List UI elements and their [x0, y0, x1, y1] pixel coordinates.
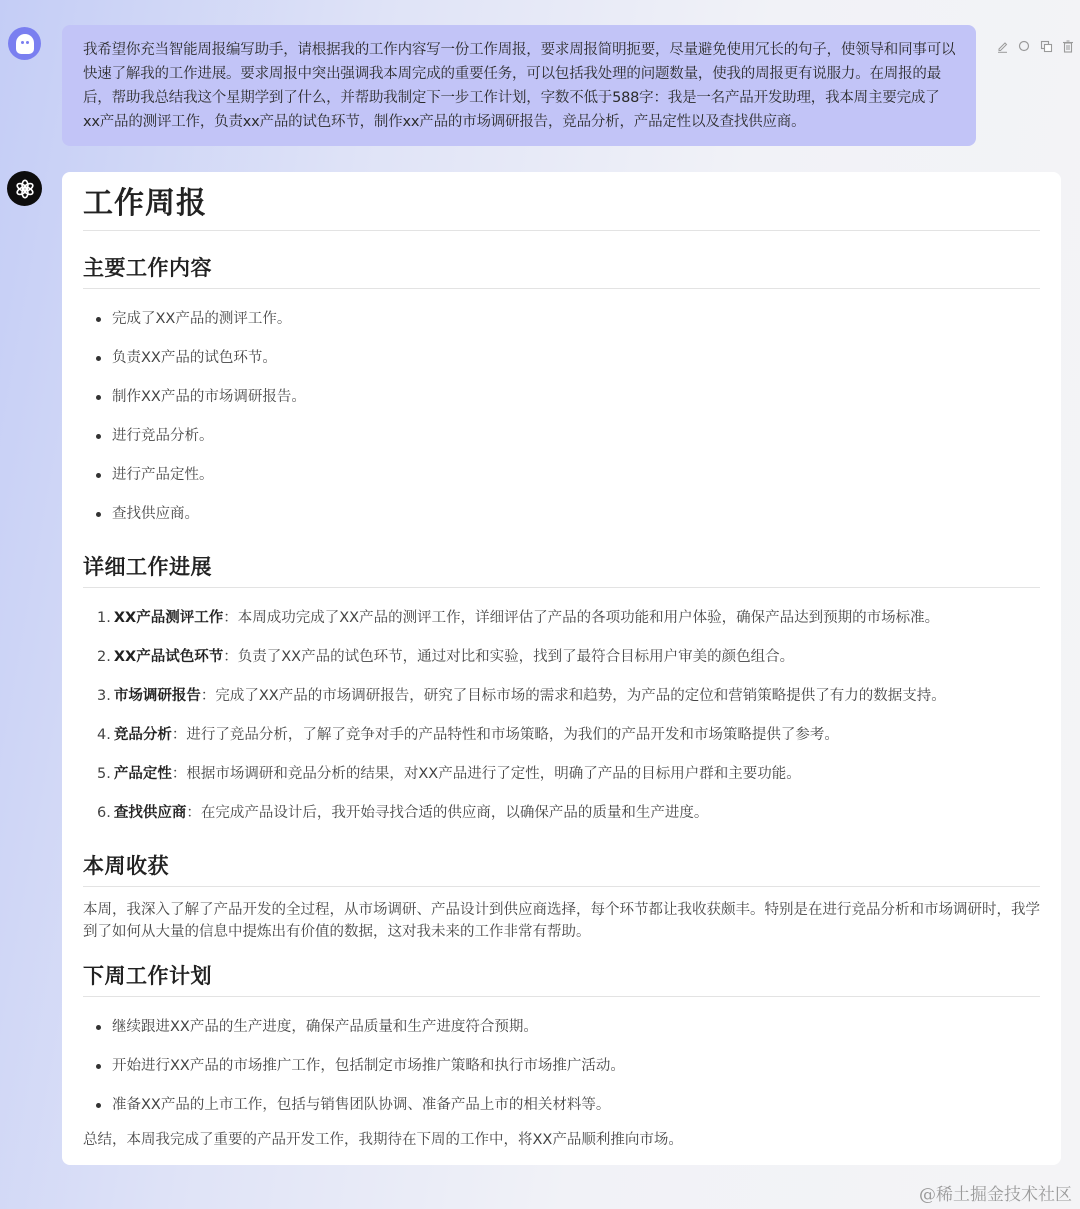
- list-item: 1. XX产品测评工作：本周成功完成了XX产品的测评工作，详细评估了产品的各项功能和用户体验，确保产品达到预期的市场标准。: [97, 610, 940, 626]
- list-item: 制作XX产品的市场调研报告。: [83, 378, 1040, 417]
- list-item: 进行竞品分析。: [83, 417, 1040, 456]
- main-work-list: [83, 300, 1040, 534]
- list-item: 6. 查找供应商：在完成产品设计后，我开始寻找合适的供应商，以确保产品的质量和生产进度。: [97, 805, 709, 821]
- list-item: 开始进行XX产品的市场推广工作，包括制定市场推广策略和执行市场推广活动。: [83, 1047, 1040, 1086]
- progress-list: [83, 599, 1040, 833]
- list-item: 2. XX产品试色环节：负责了XX产品的试色环节，通过对比和实验，找到了最符合目标用户审美的颜色组合。: [97, 649, 795, 665]
- user-message-bubble: [62, 25, 976, 146]
- openai-logo-icon: [14, 178, 36, 200]
- list-item: 5. 产品定性：根据市场调研和竞品分析的结果，对XX产品进行了定性，明确了产品的目标用户群和主要功能。: [97, 766, 801, 782]
- section-heading-learnings: 本周收获: [83, 851, 1040, 887]
- watermark: @稀土掘金技术社区: [919, 1185, 1072, 1205]
- list-item: 完成了XX产品的测评工作。: [83, 300, 1040, 339]
- bot-message-card: [62, 172, 1061, 1165]
- ghost-face-icon: [16, 34, 34, 54]
- next-week-list: [83, 1008, 1040, 1125]
- list-item: 3. 市场调研报告：完成了XX产品的市场调研报告，研究了目标市场的需求和趋势，为产品的定位和营销策略提供了有力的数据支持。: [97, 688, 946, 704]
- report-title: 工作周报: [83, 182, 1040, 231]
- list-item: 继续跟进XX产品的生产进度，确保产品质量和生产进度符合预期。: [83, 1008, 1040, 1047]
- user-message-text: 我希望你充当智能周报编写助手，请根据我的工作内容写一份工作周报，要求周报简明扼要，尽量避免使用冗长的句子，使领导和同事可以快速了解我的工作进展。要求周报中突出强调我本周完成的重要任务，可以包括我处理的问题数量，使我的周报更有说服力。在周报的最后，帮助我总结我这个星期学到了什么，并帮助我制定下一步工作计划，字数不低于588字：我是一名产品开发助理，我本周主要完成了xx产品的测评工作，负责xx产品的试色环节，制作xx产品的市场调研报告，竞品分析，产品定性以及查找供应商。: [83, 42, 956, 130]
- list-item: 准备XX产品的上市工作，包括与销售团队协调、准备产品上市的相关材料等。: [83, 1086, 1040, 1125]
- edit-icon[interactable]: [994, 38, 1010, 54]
- user-avatar: [8, 27, 41, 60]
- list-item: 查找供应商。: [83, 495, 1040, 534]
- list-item: 4. 竞品分析：进行了竞品分析，了解了竞争对手的产品特性和市场策略，为我们的产品开发和市场策略提供了参考。: [97, 727, 839, 743]
- learnings-paragraph: 本周，我深入了解了产品开发的全过程，从市场调研、产品设计到供应商选择，每个环节都让我收获颇丰。特别是在进行竞品分析和市场调研时，我学到了如何从大量的信息中提炼出有价值的数据，这对我未来的工作非常有帮助。: [83, 902, 1040, 940]
- copy-icon[interactable]: [1038, 38, 1054, 54]
- section-heading-progress: 详细工作进展: [83, 552, 1040, 588]
- list-item: 进行产品定性。: [83, 456, 1040, 495]
- bot-avatar: [7, 171, 42, 206]
- section-heading-main-work: 主要工作内容: [83, 253, 1040, 289]
- list-item: 负责XX产品的试色环节。: [83, 339, 1040, 378]
- message-actions: [994, 38, 1076, 54]
- trash-icon[interactable]: [1060, 38, 1076, 54]
- circle-icon[interactable]: [1016, 38, 1032, 54]
- summary-paragraph: 总结，本周我完成了重要的产品开发工作，我期待在下周的工作中，将XX产品顺利推向市场。: [83, 1132, 683, 1148]
- section-heading-next-week: 下周工作计划: [83, 961, 1040, 997]
